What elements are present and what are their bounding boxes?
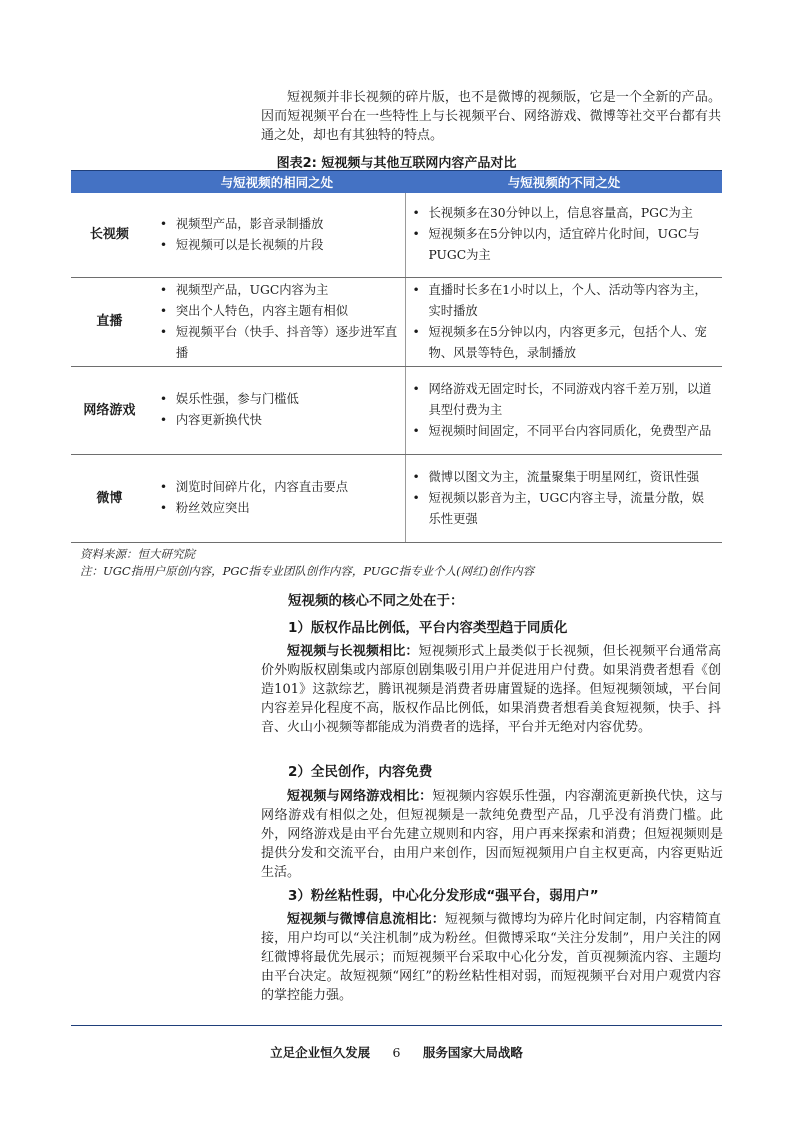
table-source: 资料来源：恒大研究院: [80, 547, 195, 561]
header-same: 与短视频的相同之处: [148, 171, 406, 193]
same-point: • 视频型产品，影音录制播放: [148, 214, 406, 235]
comparison-table: [71, 171, 722, 543]
footer-rule: [71, 1025, 722, 1026]
point-1-body: 短视频形式上最类似于长视频，但长视频平台通常高价外购版权剧集或内部原创剧集吸引用户并促进用户付费。如果消费者想看《创造101》这款综艺，腾讯视频是消费者毋庸置疑的选择。但短视频领域，平台间内容差异化程度不高，版权作品比例低，如果消费者想看美食短视频，快手、抖音、火山小视频等都能成为消费者的选择，平台并无绝对内容优势。: [261, 644, 721, 735]
footer-slogan-right: 服务国家大局战略: [422, 1045, 523, 1060]
diff-point: • 长视频多在30分钟以上，信息容量高，PGC为主: [406, 203, 722, 224]
footer-slogan-left: 立足企业恒久发展: [270, 1045, 371, 1060]
point-1-heading: 1）版权作品比例低，平台内容类型趋于同质化: [288, 620, 568, 636]
diff-point: • 短视频多在5分钟以内，内容更多元，包括个人、宠物、风景等特色，录制播放: [406, 322, 722, 364]
table-row-weibo: [71, 454, 722, 542]
same-point: • 视频型产品，UGC内容为主: [148, 280, 406, 301]
point-1-paragraph: [261, 642, 721, 737]
row-category: 网络游戏: [71, 366, 148, 454]
point-2-paragraph: [261, 787, 723, 882]
same-point: • 浏览时间碎片化，内容直击要点: [148, 477, 406, 498]
point-2-lead: 短视频与网络游戏相比：: [287, 789, 433, 804]
diff-point: • 短视频多在5分钟以内，适宜碎片化时间，UGC与PUGC为主: [406, 224, 722, 266]
point-3-heading: 3）粉丝粘性弱，中心化分发形成“强平台，弱用户”: [288, 888, 599, 904]
point-3-lead: 短视频与微博信息流相比：: [287, 912, 445, 927]
table-caption: 图表2: 短视频与其他互联网内容产品对比: [276, 156, 517, 171]
row-category: 微博: [71, 454, 148, 542]
diff-point: • 短视频以影音为主，UGC内容主导，流量分散，娱乐性更强: [406, 488, 722, 530]
row-category: 长视频: [71, 193, 148, 277]
same-point: • 内容更新换代快: [148, 410, 406, 431]
section-title: 短视频的核心不同之处在于：: [288, 593, 464, 609]
intro-paragraph: 短视频并非长视频的碎片版，也不是微博的视频版，它是一个全新的产品。因而短视频平台在一些特性上与长视频平台、网络游戏、微博等社交平台都有共通之处，却也有其独特的特点。: [261, 90, 721, 143]
table-row-long-video: [71, 193, 722, 277]
row-category: 直播: [71, 277, 148, 366]
same-point: • 短视频可以是长视频的片段: [148, 235, 406, 256]
point-1-lead: 短视频与长视频相比：: [287, 644, 419, 659]
header-category-cell: [71, 171, 148, 193]
same-point: • 粉丝效应突出: [148, 498, 406, 519]
point-3-paragraph: [261, 910, 721, 1005]
same-point: • 突出个人特色，内容主题有相似: [148, 301, 406, 322]
point-2-heading: 2）全民创作，内容免费: [288, 764, 433, 780]
page-number: 6: [392, 1045, 401, 1060]
table-row-online-games: [71, 366, 722, 454]
diff-point: • 微博以图文为主，流量聚集于明星网红，资讯性强: [406, 467, 722, 488]
header-diff: 与短视频的不同之处: [406, 171, 722, 193]
point-3-body: 短视频与微博均为碎片化时间定制，内容精简直接，用户均可以“关注机制”成为粉丝。但微博采取“关注分发制”，用户关注的网红微博将最优先展示；而短视频平台采取中心化分发，首页视频流内容、主题均由平台决定。故短视频“网红”的粉丝粘性相对弱，而短视频平台对用户观赏内容的掌控能力强。: [261, 912, 721, 1003]
point-2-body: 短视频内容娱乐性强，内容潮流更新换代快，这与网络游戏有相似之处，但短视频是一款纯免费型产品，几乎没有消费门槛。此外，网络游戏是由平台先建立规则和内容，用户再来探索和消费；但短视频则是提供分发和交流平台，由用户来创作，因而短视频用户自主权更高，内容更贴近生活。: [261, 789, 723, 880]
same-point: • 娱乐性强，参与门槛低: [148, 389, 406, 410]
table-note: 注：UGC指用户原创内容，PGC指专业团队创作内容，PUGC指专业个人(网红)创作内容: [80, 564, 535, 578]
diff-point: • 网络游戏无固定时长，不同游戏内容千差万别，以道具型付费为主: [406, 379, 722, 421]
table-row-live: [71, 277, 722, 366]
same-point: • 短视频平台（快手、抖音等）逐步进军直播: [148, 322, 406, 364]
page-footer: [0, 1043, 793, 1061]
diff-point: • 短视频时间固定，不同平台内容同质化，免费型产品: [406, 421, 722, 442]
diff-point: • 直播时长多在1小时以上，个人、活动等内容为主，实时播放: [406, 280, 722, 322]
table-header-row: [71, 171, 722, 193]
